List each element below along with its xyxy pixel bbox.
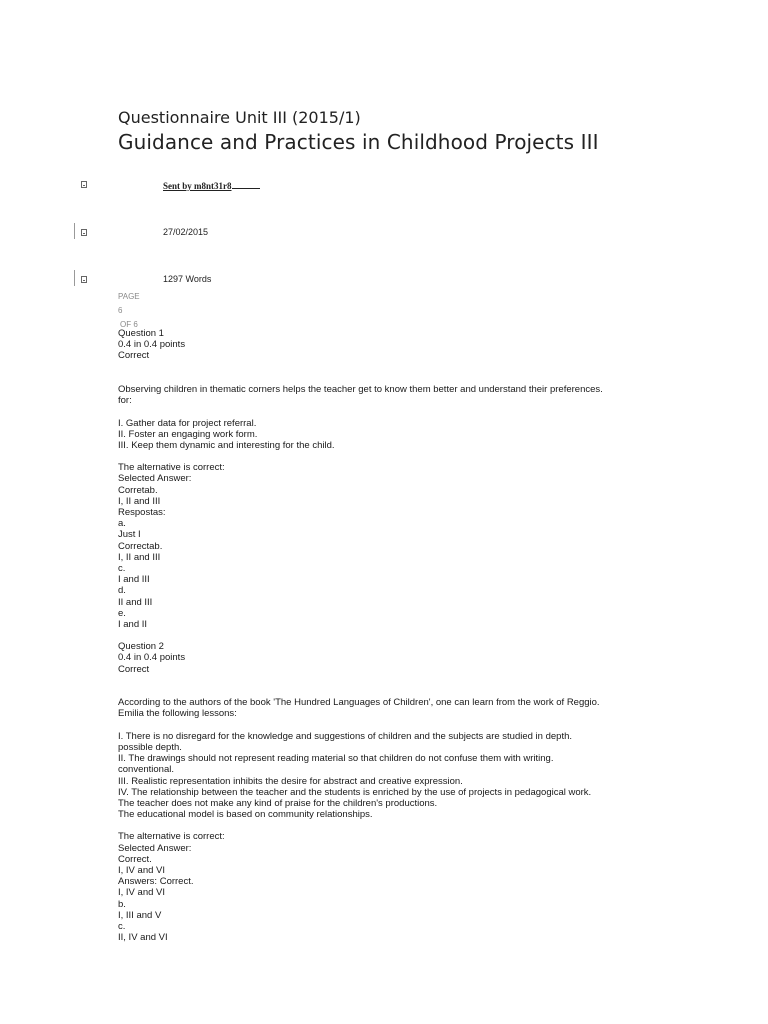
text-line: Answers: Correct.: [118, 876, 194, 888]
word-count-text: 1297 Words: [163, 274, 212, 284]
text-line: c.: [118, 920, 126, 932]
text-line: Just I: [118, 529, 141, 541]
document-subtitle: Questionnaire Unit III (2015/1): [118, 108, 361, 127]
text-line: The educational model is based on community relationships.: [118, 809, 373, 821]
text-line: Observing children in thematic corners helps the teacher get to know them better and understand their preferences.: [118, 383, 603, 395]
blank-line: [118, 675, 738, 686]
blank-line: [118, 451, 738, 462]
text-line: Selected Answer:: [118, 473, 192, 485]
text-line: possible depth.: [118, 741, 182, 753]
text-line: I, II and III: [118, 495, 161, 507]
text-line: III. Keep them dynamic and interesting for the child.: [118, 439, 335, 451]
text-line: I. Gather data for project referral.: [118, 417, 257, 429]
document-icon: [81, 181, 87, 188]
text-line: The alternative is correct:: [118, 462, 225, 474]
text-line: Respostas:: [118, 507, 166, 518]
text-line: III. Realistic representation inhibits the desire for abstract and creative expression.: [118, 775, 463, 787]
blank-line: [118, 362, 738, 373]
text-line: Correct: [118, 350, 150, 362]
date-text: 27/02/2015: [163, 227, 209, 237]
underline-pad: [232, 179, 260, 189]
text-line: II, IV and VI: [118, 932, 168, 944]
text-line: I, II and III: [118, 551, 161, 563]
text-line: Correct.: [118, 853, 152, 865]
text-line: I and III: [118, 574, 150, 586]
blank-line: [118, 686, 738, 697]
text-line: conventional.: [118, 764, 174, 776]
meta-date-row: [0, 227, 768, 243]
page-label: PAGE: [118, 292, 140, 301]
text-line: II. The drawings should not represent reading material so that children do not confuse them with writing.: [118, 753, 554, 765]
text-line: 0.4 in 0.4 points: [118, 339, 186, 351]
text-line: Corretab.: [118, 484, 158, 496]
text-line: II and III: [118, 596, 153, 608]
text-line: Emilia the following lessons:: [118, 708, 237, 720]
page-total: OF 6: [120, 320, 138, 329]
text-line: The teacher does not make any kind of praise for the children's productions.: [118, 797, 438, 809]
page-current: 6: [118, 306, 123, 315]
text-line: II. Foster an engaging work form.: [118, 428, 258, 440]
meta-author-row: [0, 179, 768, 195]
text-line: d.: [118, 585, 126, 597]
text-line: for:: [118, 395, 132, 407]
document-title: Guidance and Practices in Childhood Projects III: [118, 130, 599, 154]
text-line: b.: [118, 898, 126, 910]
text-line: Correct: [118, 663, 150, 675]
blank-line: [118, 720, 738, 731]
text-line: a.: [118, 518, 126, 530]
text-line: According to the authors of the book 'The Hundred Languages of Children', one can learn from the work of Reggio.: [118, 697, 600, 709]
divider-bar: [74, 223, 75, 239]
text-line: I, III and V: [118, 909, 162, 921]
author-text: Sent by m8nt31r8: [163, 181, 232, 191]
text-line: Selected Answer:: [118, 842, 192, 854]
text-line: I. There is no disregard for the knowledge and suggestions of children and the subjects are studied in depth.: [118, 730, 573, 742]
text-line: IV. The relationship between the teacher and the students is enriched by the use of projects in pedagogical work.: [118, 786, 592, 798]
blank-line: [118, 406, 738, 417]
text-line: The alternative is correct:: [118, 831, 225, 843]
divider-bar: [74, 270, 75, 286]
text-line: I and II: [118, 618, 148, 630]
document-body: [118, 328, 738, 943]
blank-line: [118, 630, 738, 641]
author-link[interactable]: [163, 179, 260, 191]
text-line: Question 2: [118, 641, 164, 653]
text-line: I, IV and VI: [118, 887, 165, 899]
word-count-icon: [81, 276, 87, 283]
blank-line: [118, 820, 738, 831]
text-line: c.: [118, 562, 126, 574]
text-line: I, IV and VI: [118, 865, 165, 876]
text-line: e.: [118, 607, 126, 619]
calendar-icon: [81, 229, 87, 236]
text-line: Question 1: [118, 328, 164, 339]
blank-line: [118, 373, 738, 384]
text-line: 0.4 in 0.4 points: [118, 652, 186, 664]
meta-words-row: [0, 274, 768, 290]
text-line: Correctab.: [118, 540, 163, 552]
